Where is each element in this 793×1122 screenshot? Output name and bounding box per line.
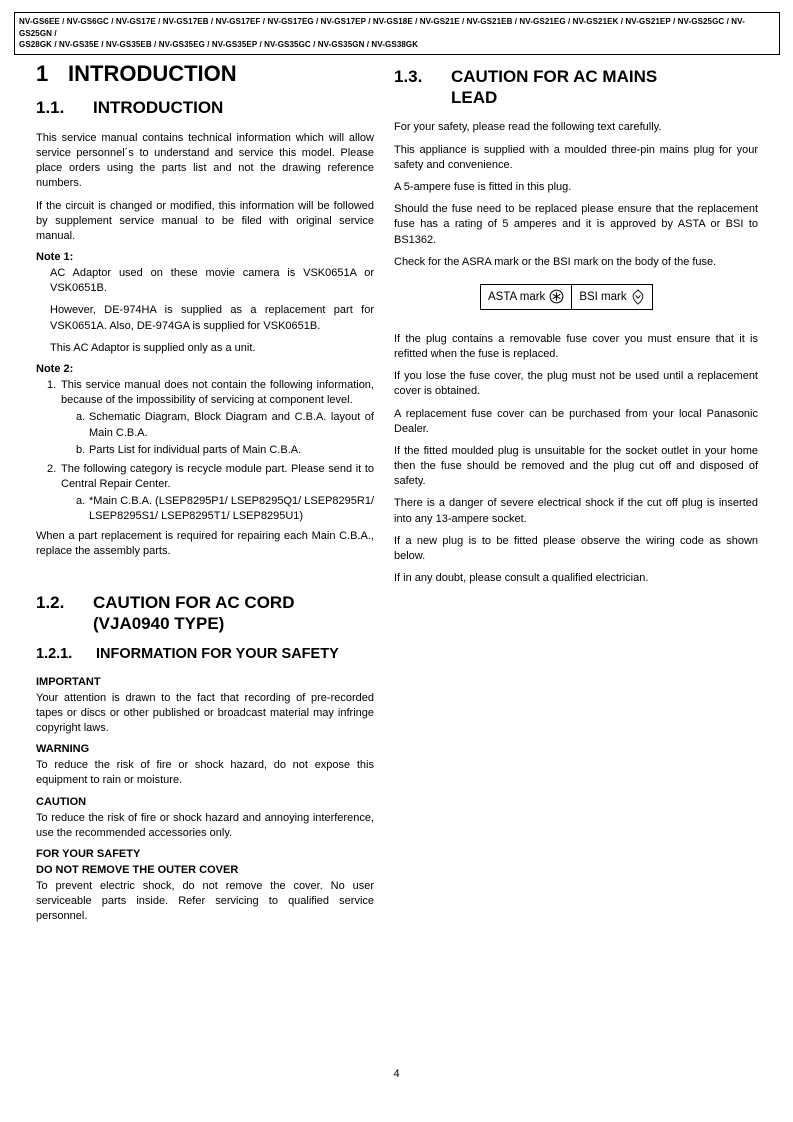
list-item bbox=[36, 410, 374, 440]
paragraph: This AC Adaptor is supplied only as a unit. bbox=[50, 341, 256, 354]
model-list-line-1: NV-GS6EE / NV-GS6GC / NV-GS17E / NV-GS17EB / NV-GS17EF / NV-GS17EG / NV-GS17EP / NV-GS18E / NV-GS21E / NV-GS21EB / NV-GS21EG / NV-GS21EK / NV-GS21EP / NV-GS25GC / NV-GS25GN / bbox=[19, 17, 745, 38]
right-column bbox=[394, 58, 758, 931]
section-title: CAUTION FOR AC MAINS LEAD bbox=[451, 67, 658, 107]
list-item-number: 1. bbox=[47, 378, 57, 391]
fuse-marks-box bbox=[480, 284, 653, 310]
paragraph: This appliance is supplied with a moulded three-pin mains plug for your safety and convenience. bbox=[394, 143, 758, 171]
paragraph: To reduce the risk of fire or shock hazard and annoying interference, use the recommended accessories only. bbox=[36, 811, 374, 839]
list-item-text: Schematic Diagram, Block Diagram and C.B.A. layout of Main C.B.A. bbox=[89, 411, 374, 439]
left-column bbox=[36, 58, 374, 931]
list-item-text: The following category is recycle module part. Please send it to Central Repair Center. bbox=[61, 462, 374, 491]
paragraph: Your attention is drawn to the fact that recording of pre-recorded tapes or discs or other published or broadcast material may infringe copyright laws. bbox=[36, 691, 374, 735]
warning-label: WARNING bbox=[36, 743, 90, 756]
paragraph: Should the fuse need to be replaced please ensure that the replacement fuse has a rating of 5 amperes and it is approved by ASTA or BSI to BS1362. bbox=[394, 203, 758, 246]
paragraph: If you lose the fuse cover, the plug must not be used until a replacement cover is obtained. bbox=[394, 370, 758, 398]
section-number: 1.1. bbox=[36, 98, 65, 118]
section-heading-1-3 bbox=[394, 67, 758, 108]
section-heading-1-1 bbox=[36, 98, 374, 119]
paragraph: Check for the ASRA mark or the BSI mark on the body of the fuse. bbox=[394, 255, 717, 268]
section-heading-1-2-1 bbox=[36, 646, 374, 663]
asta-mark-icon bbox=[549, 289, 564, 304]
paragraph: If a new plug is to be fitted please observe the wiring code as shown below. bbox=[394, 534, 758, 562]
list-item-text: *Main C.B.A. (LSEP8295P1/ LSEP8295Q1/ LSEP8295R1/ LSEP8295S1/ LSEP8295T1/ LSEP8295U1) bbox=[89, 495, 374, 523]
paragraph: For your safety, please read the following text carefully. bbox=[394, 121, 662, 134]
paragraph: To reduce the risk of fire or shock hazard, do not expose this equipment to rain or moisture. bbox=[36, 759, 374, 787]
note-2-label: Note 2: bbox=[36, 362, 74, 375]
list-item-number: 2. bbox=[47, 462, 57, 475]
important-label: IMPORTANT bbox=[36, 675, 101, 688]
section-number: 1.2.1. bbox=[36, 646, 73, 663]
bsi-mark-cell bbox=[571, 285, 651, 309]
page-columns bbox=[36, 58, 758, 931]
do-not-remove-cover-label: DO NOT REMOVE THE OUTER COVER bbox=[36, 863, 239, 876]
paragraph: This service manual contains technical information which will allow service personnel´s to understand and service this model. Please place orders using the parts list and not the drawing reference numbers. bbox=[36, 131, 374, 190]
paragraph: AC Adaptor used on these movie camera is VSK0651A or VSK0651B. bbox=[50, 267, 374, 295]
list-item-text: Parts List for individual parts of Main C.B.A. bbox=[89, 443, 302, 456]
paragraph: If the plug contains a removable fuse cover you must ensure that it is refitted when the fuse is replaced. bbox=[394, 332, 758, 361]
model-list-line-2: GS28GK / NV-GS35E / NV-GS35EB / NV-GS35EG / NV-GS35EP / NV-GS35GC / NV-GS35GN / NV-GS38GK bbox=[19, 40, 419, 50]
paragraph: If the circuit is changed or modified, this information will be followed by supplement service manual to be filed with original service manual. bbox=[36, 199, 374, 242]
list-item bbox=[36, 462, 374, 492]
section-title: INFORMATION FOR YOUR SAFETY bbox=[96, 646, 339, 663]
model-list-header bbox=[14, 12, 780, 55]
section-title: INTRODUCTION bbox=[93, 98, 224, 118]
list-item bbox=[36, 443, 374, 458]
paragraph: A 5-ampere fuse is fitted in this plug. bbox=[394, 180, 572, 193]
caution-label: CAUTION bbox=[36, 795, 87, 808]
paragraph: If in any doubt, please consult a qualified electrician. bbox=[394, 572, 649, 585]
note-1-label: Note 1: bbox=[36, 251, 74, 264]
list-item-text: This service manual does not contain the following information, because of the impossibility of servicing at component level. bbox=[61, 378, 374, 407]
paragraph: When a part replacement is required for repairing each Main C.B.A., replace the assembly parts. bbox=[36, 529, 374, 557]
paragraph: However, DE-974HA is supplied as a replacement part for VSK0651A. Also, DE-974GA is supplied for VSK0651B. bbox=[50, 304, 374, 332]
list-item-number: a. bbox=[76, 411, 86, 424]
paragraph: A replacement fuse cover can be purchased from your local Panasonic Dealer. bbox=[394, 407, 758, 435]
paragraph: If the fitted moulded plug is unsuitable for the socket outlet in your home then the fuse should be removed and the plug cut off and disposed of safety. bbox=[394, 444, 758, 488]
chapter-heading bbox=[36, 62, 374, 86]
list-item-number: a. bbox=[76, 495, 86, 508]
section-number: 1.2. bbox=[36, 592, 65, 612]
for-your-safety-label: FOR YOUR SAFETY bbox=[36, 847, 141, 860]
bsi-mark-label: BSI mark bbox=[579, 290, 627, 303]
page-number: 4 bbox=[393, 1068, 400, 1080]
paragraph: To prevent electric shock, do not remove the cover. No user serviceable parts inside. Refer servicing to qualified service personnel. bbox=[36, 879, 374, 923]
asta-mark-label: ASTA mark bbox=[488, 290, 546, 303]
paragraph: There is a danger of severe electrical shock if the cut off plug is inserted into any 13-ampere socket. bbox=[394, 497, 758, 525]
bsi-kitemark-icon bbox=[631, 289, 645, 305]
list-item-number: b. bbox=[76, 443, 86, 456]
section-number: 1.3. bbox=[394, 67, 423, 86]
asta-mark-cell bbox=[481, 285, 571, 309]
list-item bbox=[36, 378, 374, 408]
chapter-number: 1 bbox=[36, 61, 49, 86]
section-title: CAUTION FOR AC CORD (VJA0940 TYPE) bbox=[93, 592, 295, 633]
chapter-title: INTRODUCTION bbox=[68, 61, 237, 86]
list-item bbox=[36, 494, 374, 524]
fuse-marks-figure bbox=[480, 284, 758, 310]
section-heading-1-2 bbox=[36, 593, 374, 634]
